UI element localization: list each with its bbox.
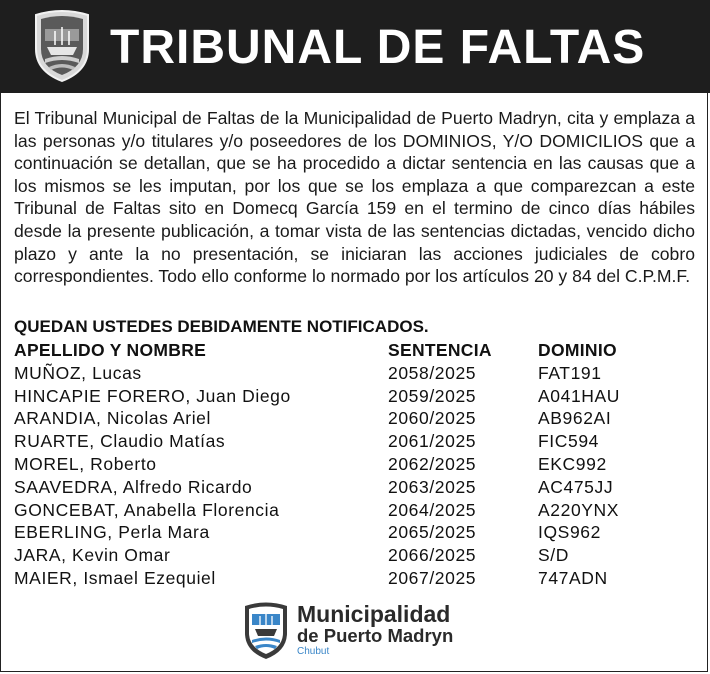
footer-line-municipalidad: Municipalidad — [297, 601, 451, 627]
table-row — [14, 385, 695, 408]
notification-statement: QUEDAN USTEDES DEBIDAMENTE NOTIFICADOS. — [14, 317, 429, 336]
notice-paragraph: El Tribunal Municipal de Faltas de la Municipalidad de Puerto Madryn, cita y emplaza a las personas y/o titulares y/o poseedores de los DOMINIOS, Y/O DOMICILIOS que a continuación se detallan, que se ha procedido a dictar sentencia en las causas que a los mismos se les imputan, por los que se los emplaza a que comparezcan a este Tribunal de Faltas sito en Domecq García 159 en el termino de cinco días hábiles desde la presente publicación, a tomar vista de las sentencias dictadas, vencido dicho plazo y ante la no presentación, se iniciaran las acciones judiciales de cobro correspondientes. Todo ello conforme lo normado por los artículos 20 y 84 del C.P.M.F. — [14, 108, 695, 287]
table-row — [14, 407, 695, 430]
footer-line-city: de Puerto Madryn — [297, 625, 454, 646]
table-row — [14, 544, 695, 567]
table-row — [14, 476, 695, 499]
table-row — [14, 362, 695, 385]
row-sentence: 2062/2025 — [388, 453, 477, 474]
row-sentence: 2059/2025 — [388, 385, 477, 406]
row-name: SAAVEDRA, Alfredo Ricardo — [14, 476, 253, 497]
row-domain: 747ADN — [538, 567, 608, 588]
row-sentence: 2063/2025 — [388, 476, 477, 497]
footer-line-province: Chubut — [297, 646, 330, 657]
page-title: TRIBUNAL DE FALTAS — [110, 21, 646, 74]
row-domain: S/D — [538, 545, 569, 566]
row-domain: IQS962 — [538, 522, 601, 543]
row-domain: AB962AI — [538, 408, 612, 429]
row-name: GONCEBAT, Anabella Florencia — [14, 499, 280, 520]
table-row — [14, 567, 695, 590]
row-domain: A220YNX — [538, 499, 620, 520]
column-header-name: APELLIDO Y NOMBRE — [14, 340, 207, 360]
sentences-table — [14, 339, 695, 590]
municipal-crest-icon — [33, 9, 91, 83]
table-row — [14, 521, 695, 544]
row-sentence: 2067/2025 — [388, 567, 477, 588]
row-sentence: 2060/2025 — [388, 408, 477, 429]
row-name: MUÑOZ, Lucas — [14, 362, 142, 383]
row-name: JARA, Kevin Omar — [14, 545, 171, 566]
row-name: EBERLING, Perla Mara — [14, 522, 210, 543]
row-domain: FIC594 — [538, 431, 599, 452]
row-name: ARANDIA, Nicolas Ariel — [14, 408, 212, 429]
row-name: RUARTE, Claudio Matías — [14, 431, 226, 452]
row-domain: FAT191 — [538, 362, 602, 383]
table-row — [14, 453, 695, 476]
row-sentence: 2066/2025 — [388, 545, 477, 566]
row-sentence: 2058/2025 — [388, 362, 477, 383]
row-domain: A041HAU — [538, 385, 621, 406]
row-name: MAIER, Ismael Ezequiel — [14, 567, 216, 588]
row-name: HINCAPIE FORERO, Juan Diego — [14, 385, 291, 406]
row-name: MOREL, Roberto — [14, 453, 157, 474]
row-sentence: 2065/2025 — [388, 522, 477, 543]
column-header-domain: DOMINIO — [538, 340, 617, 360]
municipal-shield-icon — [243, 601, 289, 661]
table-row — [14, 499, 695, 522]
row-sentence: 2061/2025 — [388, 431, 477, 452]
row-domain: EKC992 — [538, 453, 607, 474]
row-domain: AC475JJ — [538, 476, 614, 497]
table-header-row — [14, 339, 695, 362]
column-header-sentence: SENTENCIA — [388, 340, 492, 360]
header-banner — [0, 0, 710, 93]
row-sentence: 2064/2025 — [388, 499, 477, 520]
footer-branding — [243, 601, 483, 663]
table-row — [14, 430, 695, 453]
